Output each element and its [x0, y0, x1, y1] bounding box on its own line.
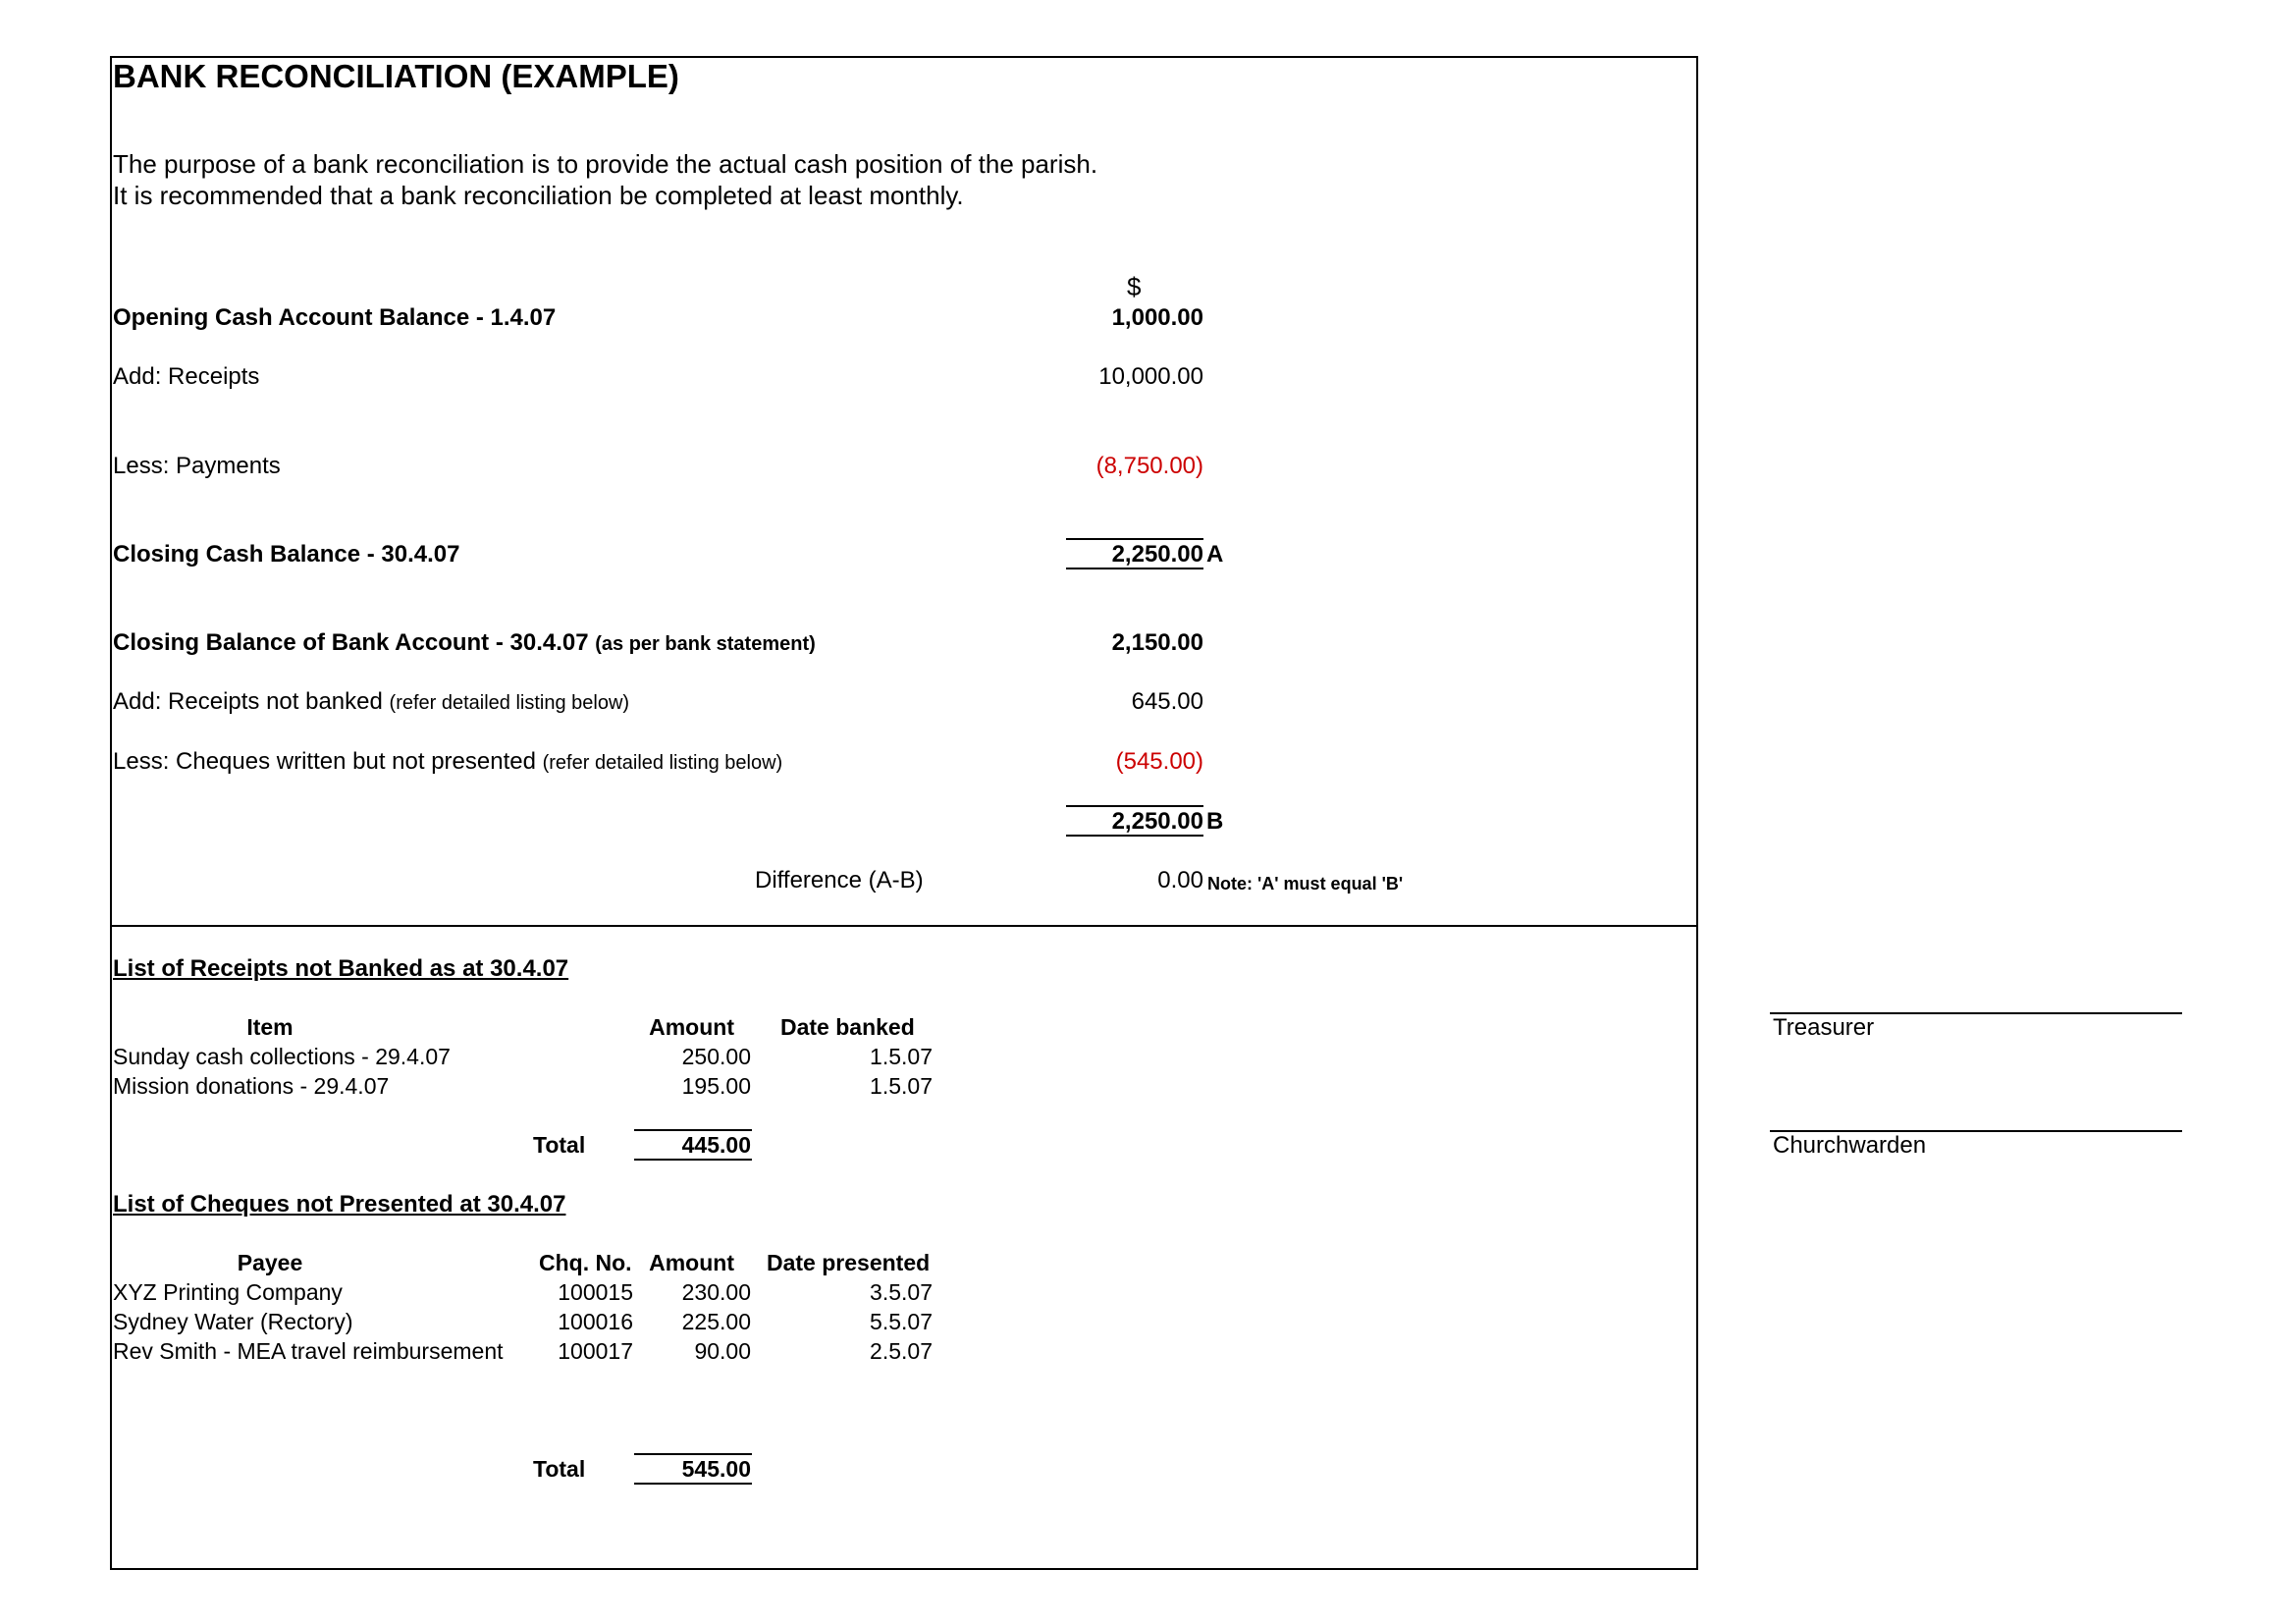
- receipt-date-banked: 1.5.07: [870, 1044, 933, 1069]
- receipts-header-item: Item: [246, 1014, 294, 1040]
- cheque-number: 100015: [558, 1279, 633, 1305]
- cheques-not-presented-label-group: [113, 750, 782, 774]
- intro-line-1: The purpose of a bank reconciliation is to provide the actual cash position of the parish.: [113, 149, 1098, 179]
- closing-cash-marker: A: [1206, 541, 1224, 568]
- bank-total-value: 2,250.00: [1111, 808, 1203, 835]
- cheques-total-bottom-rule: [634, 1483, 752, 1485]
- currency-symbol: $: [1127, 272, 1142, 301]
- receipts-list-title: List of Receipts not Banked as at 30.4.07: [113, 955, 569, 982]
- bank-total-bottom-rule: [1066, 835, 1203, 837]
- opening-balance-value: 1,000.00: [1111, 304, 1203, 331]
- receipt-amount: 195.00: [681, 1073, 751, 1099]
- page-title: BANK RECONCILIATION (EXAMPLE): [113, 58, 679, 94]
- cheques-total-top-rule: [634, 1453, 752, 1455]
- bank-closing-label: Closing Balance of Bank Account - 30.4.07: [113, 629, 589, 656]
- receipts-label: Add: Receipts: [113, 363, 260, 390]
- receipts-value: 10,000.00: [1098, 363, 1203, 390]
- cheques-list-title: List of Cheques not Presented at 30.4.07: [113, 1191, 566, 1218]
- closing-cash-top-rule: [1066, 538, 1203, 540]
- cheque-date-presented: 3.5.07: [870, 1279, 933, 1305]
- cheques-total-label: Total: [533, 1456, 586, 1482]
- cheque-amount: 90.00: [694, 1338, 751, 1364]
- receipts-header-amount: Amount: [649, 1014, 734, 1040]
- cheques-not-presented-label: Less: Cheques written but not presented: [113, 748, 536, 775]
- receipt-date-banked: 1.5.07: [870, 1073, 933, 1099]
- receipts-total-label: Total: [533, 1132, 586, 1158]
- difference-label: Difference (A-B): [755, 867, 924, 893]
- intro-line-2: It is recommended that a bank reconciliation be completed at least monthly.: [113, 181, 964, 210]
- cheque-payee: Rev Smith - MEA travel reimbursement: [113, 1338, 504, 1364]
- receipts-total-bottom-rule: [634, 1159, 752, 1161]
- bank-closing-value: 2,150.00: [1111, 629, 1203, 656]
- receipts-total-top-rule: [634, 1129, 752, 1131]
- payments-label: Less: Payments: [113, 453, 281, 479]
- closing-cash-label: Closing Cash Balance - 30.4.07: [113, 541, 460, 568]
- treasurer-label: Treasurer: [1773, 1014, 1875, 1041]
- cheques-not-presented-note: (refer detailed listing below): [542, 752, 783, 774]
- receipts-not-banked-label-group: [113, 690, 629, 714]
- churchwarden-label: Churchwarden: [1773, 1132, 1927, 1159]
- cheques-not-presented-value: (545.00): [1115, 748, 1203, 775]
- payments-value: (8,750.00): [1095, 453, 1203, 479]
- receipt-item: Mission donations - 29.4.07: [113, 1073, 390, 1099]
- closing-cash-bottom-rule: [1066, 568, 1203, 569]
- cheques-header-payee: Payee: [237, 1250, 303, 1275]
- receipts-not-banked-label: Add: Receipts not banked: [113, 688, 383, 715]
- cheques-header-amount: Amount: [649, 1250, 734, 1275]
- opening-balance-label: Opening Cash Account Balance - 1.4.07: [113, 304, 557, 331]
- cheques-header-chq-no: Chq. No.: [539, 1250, 632, 1275]
- closing-cash-value: 2,250.00: [1111, 541, 1203, 568]
- receipts-header-date: Date banked: [780, 1014, 915, 1040]
- cheque-payee: Sydney Water (Rectory): [113, 1309, 353, 1334]
- bank-total-top-rule: [1066, 805, 1203, 807]
- cheques-total-value: 545.00: [681, 1456, 751, 1482]
- receipts-not-banked-note: (refer detailed listing below): [389, 692, 630, 714]
- cheque-payee: XYZ Printing Company: [113, 1279, 343, 1305]
- cheque-date-presented: 5.5.07: [870, 1309, 933, 1334]
- cheques-header-date: Date presented: [767, 1250, 931, 1275]
- section-divider: [110, 925, 1698, 927]
- difference-value: 0.00: [1157, 867, 1203, 893]
- receipt-amount: 250.00: [681, 1044, 751, 1069]
- cheque-number: 100017: [558, 1338, 633, 1364]
- difference-note: Note: 'A' must equal 'B': [1207, 874, 1404, 893]
- receipts-not-banked-value: 645.00: [1131, 688, 1203, 715]
- receipt-item: Sunday cash collections - 29.4.07: [113, 1044, 451, 1069]
- bank-closing-label-group: [113, 631, 816, 655]
- bank-closing-note: (as per bank statement): [595, 633, 816, 655]
- cheque-amount: 225.00: [681, 1309, 751, 1334]
- bank-total-marker: B: [1206, 808, 1224, 835]
- cheque-date-presented: 2.5.07: [870, 1338, 933, 1364]
- cheque-amount: 230.00: [681, 1279, 751, 1305]
- cheque-number: 100016: [558, 1309, 633, 1334]
- receipts-total-value: 445.00: [681, 1132, 751, 1158]
